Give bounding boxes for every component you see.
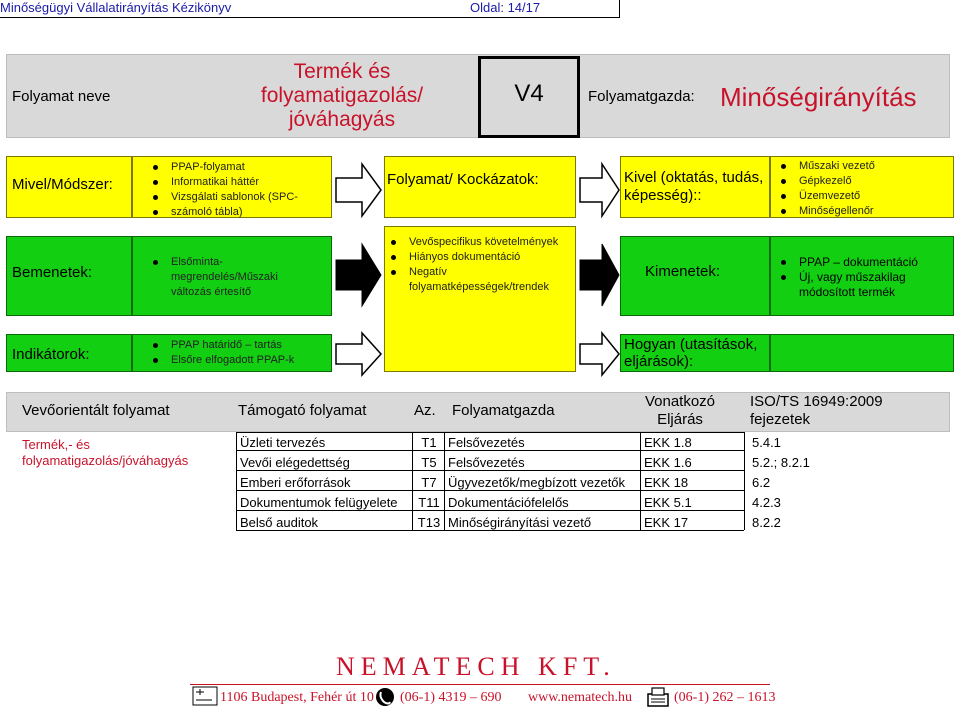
- how-arrow-icon: [578, 330, 622, 378]
- risk-item: Hiányos dokumentáció: [409, 250, 569, 265]
- output-item: Új, vagy műszakilag módosított termék: [799, 270, 953, 300]
- who-arrow-icon: [578, 160, 622, 220]
- method-item-continuation: számoló tábla): [171, 205, 331, 220]
- table-row-procedure: EKK 1.6: [644, 455, 692, 470]
- col-procedure: Vonatkozó Eljárás: [644, 393, 716, 428]
- risk-item: Negatív folyamatképességek/trendek: [409, 265, 569, 295]
- table-row-az: T5: [421, 455, 437, 470]
- method-label: Mivel/Módszer:: [12, 176, 113, 193]
- process-name-value: Termék és folyamatigazolás/ jóváhagyás: [260, 60, 424, 131]
- output-item: PPAP – dokumentáció: [799, 255, 953, 270]
- indicator-item: PPAP határidő – tartás: [171, 338, 331, 353]
- table-row-procedure: EKK 1.8: [644, 435, 692, 450]
- col-owner: Folyamatgazda: [452, 402, 555, 419]
- table-row-az: T1: [421, 435, 437, 450]
- method-box: [132, 156, 332, 218]
- fax-icon: [646, 686, 670, 708]
- who-label: Kivel (oktatás, tudás, képesség)::: [624, 169, 764, 204]
- table-row-iso: 6.2: [752, 475, 771, 490]
- risk-label-box: [384, 156, 576, 218]
- input-item: Elsőminta-megrendelés/Műszaki változás értesítő: [171, 255, 301, 300]
- how-label-box: [620, 334, 770, 372]
- method-item: PPAP-folyamat: [171, 160, 331, 175]
- indicators-arrow-icon: [334, 330, 384, 378]
- risk-label: Folyamat/ Kockázatok:: [387, 171, 539, 188]
- method-arrow-icon: [334, 160, 384, 220]
- indicators-box: [132, 334, 332, 372]
- inputs-label: Bemenetek:: [12, 264, 93, 281]
- page-number: Oldal: 14/17: [470, 0, 541, 15]
- table-row-az: T13: [417, 515, 441, 530]
- how-label: Hogyan (utasítások, eljárások):: [624, 336, 758, 370]
- method-item: Informatikai háttér: [171, 175, 331, 190]
- col-support-process: Támogató folyamat: [238, 402, 367, 419]
- process-owner-value: Minőségirányítás: [720, 82, 917, 112]
- outputs-arrow-icon: [578, 240, 622, 310]
- table-row-iso: 5.2.; 8.2.1: [752, 455, 810, 470]
- table-row-iso: 8.2.2: [752, 515, 781, 530]
- who-item: Üzemvezető: [799, 189, 953, 204]
- inputs-arrow-icon: [334, 240, 384, 310]
- company-address: 1106 Budapest, Fehér út 10: [220, 690, 374, 705]
- document-title: Minőségügyi Vállalatirányítás Kézikönyv: [0, 0, 232, 15]
- col-customer-process: Vevőorientált folyamat: [22, 402, 170, 419]
- indicator-item: Elsőre elfogadott PPAP-k: [171, 353, 331, 368]
- table-row-owner: Minőségirányítási vezető: [448, 515, 592, 530]
- risk-item: Vevőspecifikus követelmények: [409, 235, 569, 250]
- who-item: Műszaki vezető: [799, 159, 953, 174]
- table-row-owner: Dokumentációfelelős: [448, 495, 569, 510]
- table-row-procedure: EKK 17: [644, 515, 689, 530]
- version-label: V4: [514, 80, 544, 107]
- table-row-support: Vevői elégedettség: [240, 455, 350, 470]
- table-row-support: Emberi erőforrások: [240, 475, 351, 490]
- who-box: [770, 156, 954, 218]
- phone-icon: [374, 686, 396, 708]
- table-row-support: Üzleti tervezés: [240, 435, 326, 450]
- who-item: Gépkezelő: [799, 174, 953, 189]
- table-row-owner: Ügyvezetők/megbízott vezetők: [448, 475, 626, 490]
- company-website[interactable]: www.nematech.hu: [528, 690, 633, 705]
- table-row-az: T11: [418, 495, 440, 510]
- company-name: NEMATECH KFT.: [336, 652, 616, 681]
- process-name-label: Folyamat neve: [12, 88, 111, 105]
- header-divider-tick: [619, 0, 620, 18]
- company-fax: (06-1) 262 – 1613: [674, 690, 776, 705]
- indicators-label: Indikátorok:: [12, 346, 90, 363]
- how-box: [770, 334, 954, 372]
- outputs-label: Kimenetek:: [645, 263, 721, 280]
- who-item: Minőségellenőr: [799, 204, 953, 219]
- table-row-owner: Felsővezetés: [448, 455, 525, 470]
- table-row-procedure: EKK 18: [644, 475, 689, 490]
- table-row-support: Dokumentumok felügyelete: [240, 495, 398, 510]
- outputs-box: [770, 236, 954, 316]
- location-icon: [192, 686, 218, 706]
- outputs-label-box: [620, 236, 770, 316]
- table-row-iso: 5.4.1: [752, 435, 781, 450]
- who-label-box: [620, 156, 770, 218]
- table-row-iso: 4.2.3: [752, 495, 781, 510]
- company-phone: (06-1) 4319 – 690: [400, 690, 502, 705]
- customer-process-value: Termék,- és folyamatigazolás/jóváhagyás: [22, 437, 189, 468]
- header-divider: [0, 17, 620, 18]
- table-row-owner: Felsővezetés: [448, 435, 525, 450]
- inputs-box: [132, 236, 332, 316]
- col-iso: ISO/TS 16949:2009 fejezetek: [750, 393, 883, 428]
- table-row-az: T7: [421, 475, 437, 490]
- table-row-procedure: EKK 5.1: [644, 495, 692, 510]
- table-row-support: Belső auditok: [240, 515, 319, 530]
- method-item: Vizsgálati sablonok (SPC-: [171, 190, 331, 205]
- col-az: Az.: [414, 402, 436, 419]
- process-owner-label: Folyamatgazda:: [588, 88, 695, 105]
- risks-box: [384, 226, 576, 372]
